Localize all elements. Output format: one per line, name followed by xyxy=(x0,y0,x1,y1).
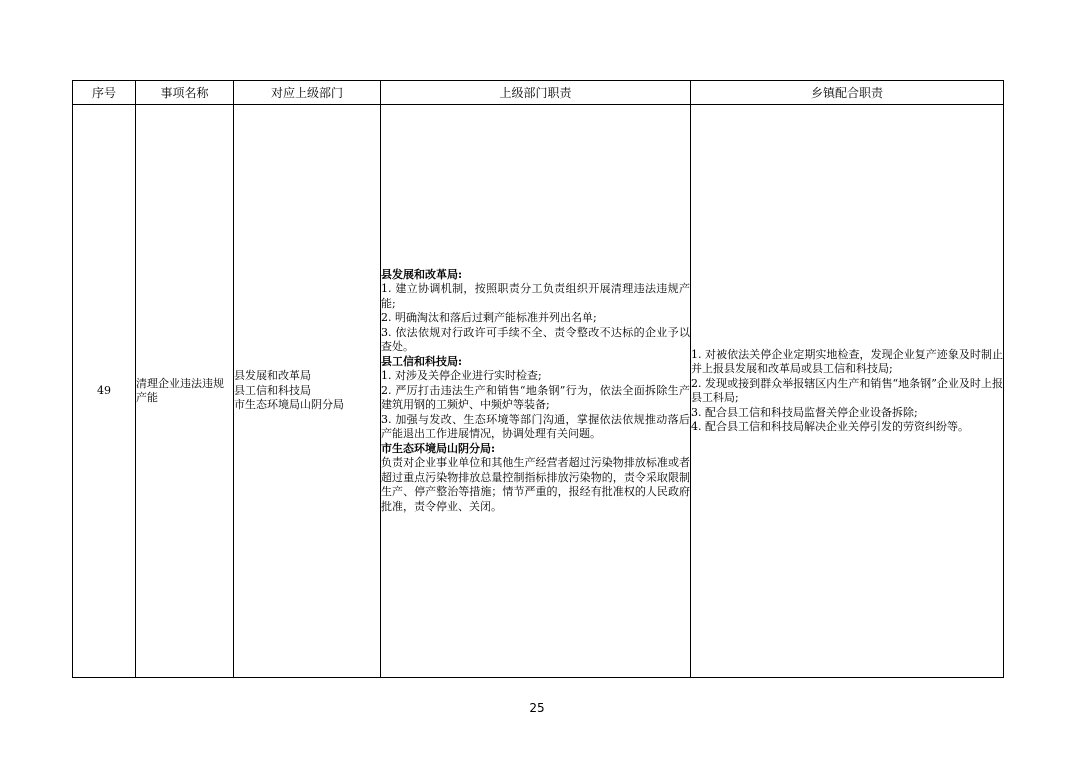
duty-item: 3. 加强与发改、生态环境等部门沟通，掌握依法依规推动落后产能退出工作进展情况，协调处理有关问题。 xyxy=(381,412,690,441)
duty-section-title: 市生态环境局山阴分局: xyxy=(381,441,496,455)
header-serial-number: 序号 xyxy=(73,81,136,105)
duty-section-title: 县工信和科技局: xyxy=(381,354,463,368)
table-row xyxy=(73,105,1004,678)
duty-item: 2. 严厉打击违法生产和销售“地条钢”行为，依法全面拆除生产建筑用钢的工频炉、中频炉等装备; xyxy=(381,383,690,412)
cell-town-duties xyxy=(691,105,1004,678)
cell-item-name: 清理企业违法违规产能 xyxy=(136,105,234,678)
department-name: 县工信和科技局 xyxy=(234,383,311,397)
header-superior-duties: 上级部门职责 xyxy=(381,81,691,105)
duty-table xyxy=(72,80,1004,678)
header-item-name: 事项名称 xyxy=(136,81,234,105)
cell-superior-duties xyxy=(381,105,691,678)
duty-item: 1. 建立协调机制，按照职责分工负责组织开展清理违法违规产能; xyxy=(381,282,690,310)
department-name: 县发展和改革局 xyxy=(234,369,311,383)
duty-item: 2. 明确淘汰和落后过剩产能标准并列出名单; xyxy=(381,311,597,325)
duty-section-title: 县发展和改革局: xyxy=(381,267,463,281)
department-name: 市生态环境局山阴分局 xyxy=(234,398,344,412)
header-row xyxy=(73,81,1004,105)
town-duty-item: 2. 发现或接到群众举报辖区内生产和销售“地条钢”企业及时上报县工科局; xyxy=(691,376,1003,404)
town-duty-item: 1. 对被依法关停企业定期实地检查，发现企业复产迹象及时制止并上报县发展和改革局或县工信和科技局; xyxy=(691,347,1003,375)
page-number: 25 xyxy=(529,701,545,715)
town-duty-item: 3. 配合县工信和科技局监督关停企业设备拆除; xyxy=(691,405,918,419)
duty-item: 3. 依法依规对行政许可手续不全、责令整改不达标的企业予以查处。 xyxy=(381,325,690,354)
cell-serial-number: 49 xyxy=(73,105,136,678)
duty-item: 1. 对涉及关停企业进行实时检查; xyxy=(381,369,542,383)
town-duty-item: 4. 配合县工信和科技局解决企业关停引发的劳资纠纷等。 xyxy=(691,420,969,433)
cell-departments xyxy=(234,105,381,678)
duty-item: 负责对企业事业单位和其他生产经营者超过污染物排放标准或者超过重点污染物排放总量控制指标排放污染物的，责令采取限制生产、停产整治等措施；情节严重的，报经有批准权的人民政府批准，责令停业、关闭。 xyxy=(381,456,690,513)
header-superior-department: 对应上级部门 xyxy=(234,81,381,105)
header-town-duties: 乡镇配合职责 xyxy=(691,81,1004,105)
